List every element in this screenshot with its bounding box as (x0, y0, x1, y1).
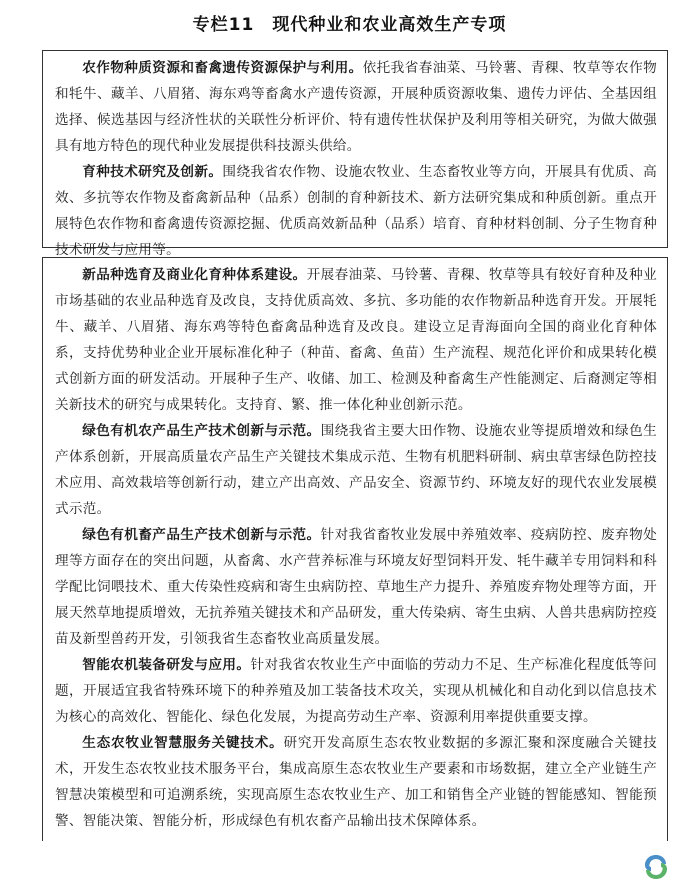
paragraph-heading: 新品种选育及商业化育种体系建设。 (82, 267, 307, 283)
paragraph-heading: 绿色有机畜产品生产技术创新与示范。 (82, 527, 321, 543)
paragraph-smart-machinery (55, 652, 657, 730)
paragraph-heading: 生态农牧业智慧服务关键技术。 (82, 735, 284, 751)
paragraph-text: 依托我省春油菜、马铃薯、青稞、牧草等农作物和牦牛、藏羊、八眉猪、海东鸡等畜禽水产遗传资源，开展种质资源收集、遗传力评估、全基因组选择、候选基因与经济性状的关联性分析评价、特有遗传性状保护及利用等相关研究，为做大做强具有地方特色的现代种业发展提供科技源头供给。 (55, 60, 657, 154)
paragraph-text: 针对我省农牧业生产中面临的劳动力不足、生产标准化程度低等问题，开展适宜我省特殊环境下的种养殖及加工装备技术攻关，实现从机械化和自动化到以信息技术为核心的高效化、智能化、绿色化发展，为提高劳动生产率、资源利用率提供重要支撑。 (55, 657, 657, 725)
page-title: 专栏11 现代种业和农业高效生产专项 (192, 15, 507, 35)
paragraph-heading: 育种技术研究及创新。 (82, 164, 223, 180)
paragraph-green-crops (55, 418, 657, 522)
paragraph-text: 开展春油菜、马铃薯、青稞、牧草等具有较好育种及种业市场基础的农业品种选育及改良，支持优质高效、多抗、多功能的农作物新品种选育开发。开展牦牛、藏羊、八眉猪、海东鸡等特色畜禽品种选育及改良。建设立足青海面向全国的商业化育种体系，支持优势种业企业开展标准化种子（种苗、畜禽、鱼苗）生产流程、规范化评价和成果转化模式创新方面的研发活动。开展种子生产、收储、加工、检测及种畜禽生产性能测定、后裔测定等相关新技术的研究与成果转化。支持育、繁、推一体化种业创新示范。 (55, 267, 657, 413)
paragraph-text: 研究开发高原生态农牧业数据的多源汇聚和深度融合关键技术，开发生态农牧业技术服务平台，集成高原生态农牧业生产要素和市场数据，建立全产业链生产智慧决策模型和可追溯系统，实现高原生态农牧业生产、加工和销售全产业链的智能感知、智能预警、智能决策、智能分析，形成绿色有机农畜产品输出技术保障体系。 (55, 735, 657, 829)
paragraph-smart-services (55, 730, 657, 834)
paragraph-text: 围绕我省农作物、设施农牧业、生态畜牧业等方向，开展具有优质、高效、多抗等农作物及畜禽新品种（品系）创制的育种新技术、新方法研究集成和种质创新。重点开展特色农作物和畜禽遗传资源挖掘、优质高效新品种（品系）培育、育种材料创制、分子生物育种技术研发与应用等。 (55, 164, 657, 258)
column-box-bottom (42, 257, 668, 841)
paragraph-green-livestock (55, 522, 657, 652)
column-box-top (42, 50, 668, 258)
paragraph-heading: 智能农机装备研发与应用。 (82, 657, 251, 673)
paragraph-germplasm (55, 55, 657, 159)
publisher-logo-icon (641, 852, 671, 882)
paragraph-text: 针对我省畜牧业发展中养殖效率、疫病防控、废弃物处理等方面存在的突出问题，从畜禽、水产营养标准与环境友好型饲料开发、牦牛藏羊专用饲料和科学配比饲喂技术、重大传染性疫病和寄生虫病防控、草地生产力提升、养殖废弃物处理等方面，开展天然草地提质增效，无抗养殖关键技术和产品研发，重大传染病、寄生虫病、人兽共患病防控疫苗及新型兽药开发，引领我省生态畜牧业高质量发展。 (55, 527, 657, 647)
paragraph-heading: 农作物种质资源和畜禽遗传资源保护与利用。 (82, 60, 363, 76)
paragraph-new-varieties (55, 262, 657, 418)
paragraph-text: 围绕我省主要大田作物、设施农业等提质增效和绿色生产体系创新，开展高质量农产品生产关键技术集成示范、生物有机肥料研制、病虫草害绿色防控技术应用、高效栽培等创新行动，建立产出高效、产品安全、资源节约、环境友好的现代农业发展模式示范。 (55, 423, 657, 517)
paragraph-heading: 绿色有机农产品生产技术创新与示范。 (82, 423, 321, 439)
paragraph-breeding-tech (55, 159, 657, 263)
